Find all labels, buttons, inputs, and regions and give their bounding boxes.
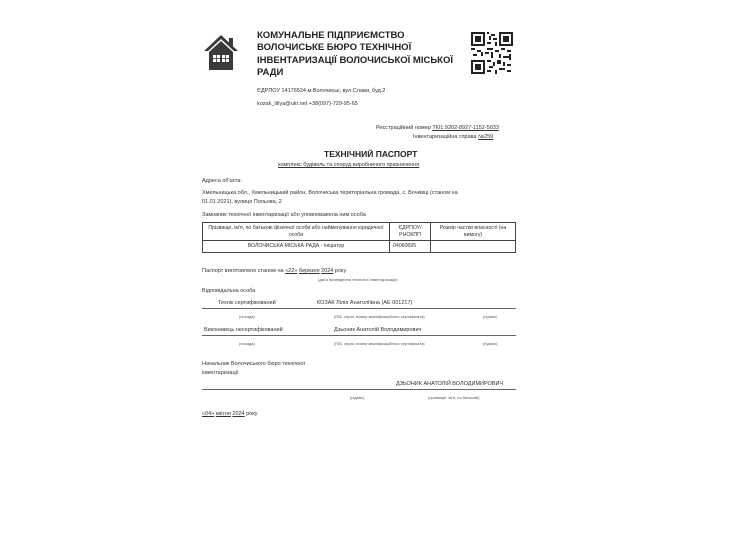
chief-signature-line bbox=[202, 389, 516, 390]
person2-name: Дзьоник Анатолій Володимирович bbox=[334, 327, 422, 333]
caption-name-1: (ПІБ, серія, номер кваліфікаційного сертифіката) bbox=[334, 314, 425, 319]
signature-line-2 bbox=[202, 335, 516, 336]
house-icon bbox=[203, 33, 239, 71]
table-row bbox=[203, 241, 516, 253]
person1-name: КОЗАК Лілія Анатоліївна (АЕ 001217) bbox=[317, 300, 413, 306]
table-header-row bbox=[203, 223, 516, 241]
owners-table bbox=[202, 222, 516, 253]
person1-position: Технік сертифікований bbox=[218, 300, 276, 306]
chief-label-line-2: інвентаризації bbox=[202, 370, 239, 376]
qr-code-icon bbox=[471, 32, 513, 74]
final-date: «04» квітня 2024 року bbox=[202, 411, 258, 417]
address-line-2: 01.01.2021), вулиця Польова, 2 bbox=[202, 199, 282, 205]
owner-edrpou: 04060695 bbox=[390, 241, 431, 253]
chief-caption-name: (прізвище, ім'я, по батькові) bbox=[428, 395, 480, 400]
address-line-1: Хмельницька обл., Хмельницький район, Волочиська територіальна громада, с. Вочківці (станом на bbox=[202, 190, 458, 196]
caption-signature-1: (підпис) bbox=[483, 314, 498, 319]
edrpou-address: ЄДРПОУ 14176524 м.Волочиськ, вул.Слави, буд.2 bbox=[257, 88, 386, 94]
issued-date-caption: (дата проведення технічної інвентаризації) bbox=[318, 277, 398, 282]
org-line-3: ІНВЕНТАРИЗАЦІЇ ВОЛОЧИСЬКОЇ МІСЬКОЇ bbox=[257, 54, 453, 66]
responsible-label: Відповідальна особа bbox=[202, 288, 256, 294]
document-title: ТЕХНІЧНИЙ ПАСПОРТ bbox=[324, 149, 418, 159]
owner-share bbox=[431, 241, 516, 253]
person2-position: Виконавець несертифікований bbox=[204, 327, 283, 333]
registration-number: Реєстраційний номер ТІ01:9202-8927-1152-5033 bbox=[376, 125, 499, 131]
org-line-4: РАДИ bbox=[257, 66, 284, 78]
owner-name: ВОЛОЧИСЬКА МІСЬКА РАДА - Ініціатор bbox=[203, 241, 390, 253]
customer-label: Замовник технічної інвентаризації або уповноважена ним особа bbox=[202, 212, 366, 218]
contacts: kozak_liliya@ukr.net +38(097)-729-95-65 bbox=[257, 101, 358, 107]
caption-position-2: (посада) bbox=[239, 341, 255, 346]
org-line-2: ВОЛОЧИСЬКЕ БЮРО ТЕХНІЧНОЇ bbox=[257, 42, 412, 54]
chief-label-line-1: Начальник Волочиського бюро технічної bbox=[202, 361, 306, 367]
caption-name-2: (ПІБ, серія, номер кваліфікаційного сертифіката) bbox=[334, 341, 425, 346]
organization-name bbox=[257, 30, 462, 79]
org-line-1: КОМУНАЛЬНЕ ПІДПРИЄМСТВО bbox=[257, 30, 405, 41]
chief-caption-signature: (підпис) bbox=[350, 395, 365, 400]
caption-position-1: (посада) bbox=[239, 314, 255, 319]
header-edrpou: ЄДРПОУ/ РНОКПП bbox=[390, 223, 431, 241]
signature-line-1 bbox=[202, 308, 516, 309]
document-subtitle: комплекс будівель та споруд виробничого призначення bbox=[278, 162, 420, 168]
header-name: Прізвище, ім'я, по батькові фізичної особи або найменування юридичної особи bbox=[203, 223, 390, 241]
header-share: Розмір частки власності (на вимогу) bbox=[431, 223, 516, 241]
address-label: Адреса об'єкта: bbox=[202, 178, 242, 184]
issued-date: Паспорт виготовлено станом на «22» березня 2024 року bbox=[202, 268, 347, 274]
inventory-case-number: Інвентаризаційна справа №259 bbox=[413, 134, 494, 140]
caption-signature-2: (підпис) bbox=[483, 341, 498, 346]
chief-name: ДЗЬОНИК АНАТОЛІЙ ВОЛОДИМИРОВИЧ bbox=[396, 381, 504, 387]
